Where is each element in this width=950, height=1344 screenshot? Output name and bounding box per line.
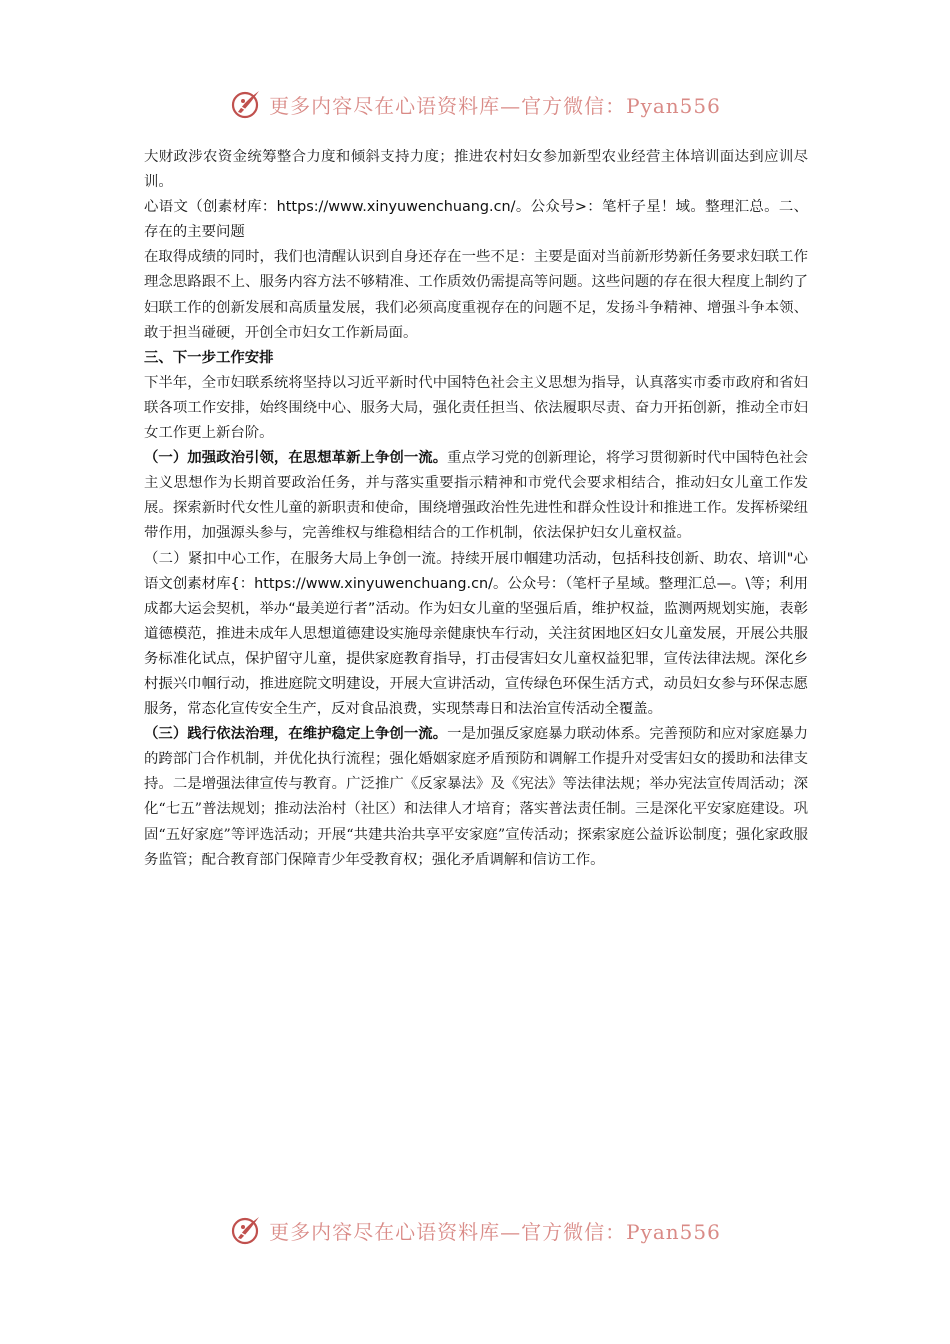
paragraph-1: 大财政涉农资金统筹整合力度和倾斜支持力度；推进农村妇女参加新型农业经营主体培训面达到应训尽训。 bbox=[144, 149, 808, 191]
item-1-body: 重点学习党的创新理论，将学习贯彻新时代中国特色社会主义思想作为长期首要政治任务，并与落实重要指示精神和市党代会要求相结合，推动妇女儿童工作发展。探索新时代女性儿童的新职责和使命，围绕增强政治性先进性和群众性设计和推进工作。发挥桥梁纽带作用，加强源头参与，完善维权与维稳相结合的工作机制，依法保护妇女儿童权益。 bbox=[144, 450, 808, 542]
quill-seal-icon bbox=[229, 87, 263, 121]
item-2-lead: （二）紧扣中心工作，在服务大局上争创一流。 bbox=[144, 550, 451, 567]
paragraph-political bbox=[144, 446, 808, 546]
item-2-body: 持续开展巾帼建功活动，包括科技创新、助农、培训"心语文创素材库{：https://www.xinyuwenchuang.cn/。公众号：（笔杆子星域。整理汇总—。\等；利用成都大运会契机，举办“最美逆行者”活动。作为妇女儿童的坚强后盾，维护权益，监测两规划实施，表彰道德模范，推进未成年人思想道德建设实施母亲健康快车行动，关注贫困地区妇女儿童发展，开展公共服务标准化试点，保护留守儿童，提供家庭教育指导，打击侵害妇女儿童权益犯罪，宣传法律法规。深化乡村振兴巾帼行动，推进庭院文明建设，开展大宣讲活动，宣传绿色环保生活方式，动员妇女参与环保志愿服务，常态化宣传安全生产，反对食品浪费，实现禁毒日和法治宣传活动全覆盖。 bbox=[144, 550, 808, 718]
item-3-body: 一是加强反家庭暴力联动体系。完善预防和应对家庭暴力的跨部门合作机制，并优化执行流程；强化婚姻家庭矛盾预防和调解工作提升对受害妇女的援助和法律支持。二是增强法律宣传与教育。广泛推广《反家暴法》及《宪法》等法律法规；举办宪法宣传周活动；深化“七五”普法规划；推动法治村（社区）和法律人才培育；落实普法责任制。三是深化平安家庭建设。巩固“五好家庭”等评选活动；开展“共建共治共享平安家庭”宣传活动；探索家庭公益诉讼制度；强化家政服务监管；配合教育部门保障青少年受教育权；强化矛盾调解和信访工作。 bbox=[144, 726, 808, 868]
paragraph-law bbox=[144, 722, 808, 873]
item-1-lead: （一）加强政治引领，在思想革新上争创一流。 bbox=[144, 450, 448, 467]
paragraph-service bbox=[144, 547, 808, 723]
banner-text: 更多内容尽在心语资料库—官方微信：Pyan556 bbox=[269, 93, 721, 118]
banner-text: 更多内容尽在心语资料库—官方微信：Pyan556 bbox=[269, 1219, 721, 1244]
footer-banner bbox=[0, 1210, 950, 1250]
item-3-lead: （三）践行依法治理，在维护稳定上争创一流。 bbox=[144, 726, 448, 743]
quill-seal-icon bbox=[229, 1213, 263, 1247]
header-banner bbox=[0, 84, 950, 124]
watermark-line-heading: 心语文（创素材库：https://www.xinyuwenchuang.cn/。公众号>：笔杆子星！域。整理汇总。二、存在的主要问题 bbox=[144, 199, 808, 241]
document-body bbox=[144, 145, 808, 873]
paragraph-intro: 下半年，全市妇联系统将坚持以习近平新时代中国特色社会主义思想为指导，认真落实市委市政府和省妇联各项工作安排，始终围绕中心、服务大局，强化责任担当、依法履职尽责、奋力开拓创新，推动全市妇女工作更上新台阶。 bbox=[144, 374, 808, 442]
paragraph-problems: 在取得成绩的同时，我们也清醒认识到自身还存在一些不足：主要是面对当前新形势新任务要求妇联工作理念思路跟不上、服务内容方法不够精准、工作质效仍需提高等问题。这些问题的存在很大程度上制约了妇联工作的创新发展和高质量发展，我们必须高度重视存在的问题不足，发扬斗争精神、增强斗争本领、敢于担当碰硬，开创全市妇女工作新局面。 bbox=[144, 249, 808, 341]
section-heading-next-steps: 三、下一步工作安排 bbox=[144, 349, 274, 366]
